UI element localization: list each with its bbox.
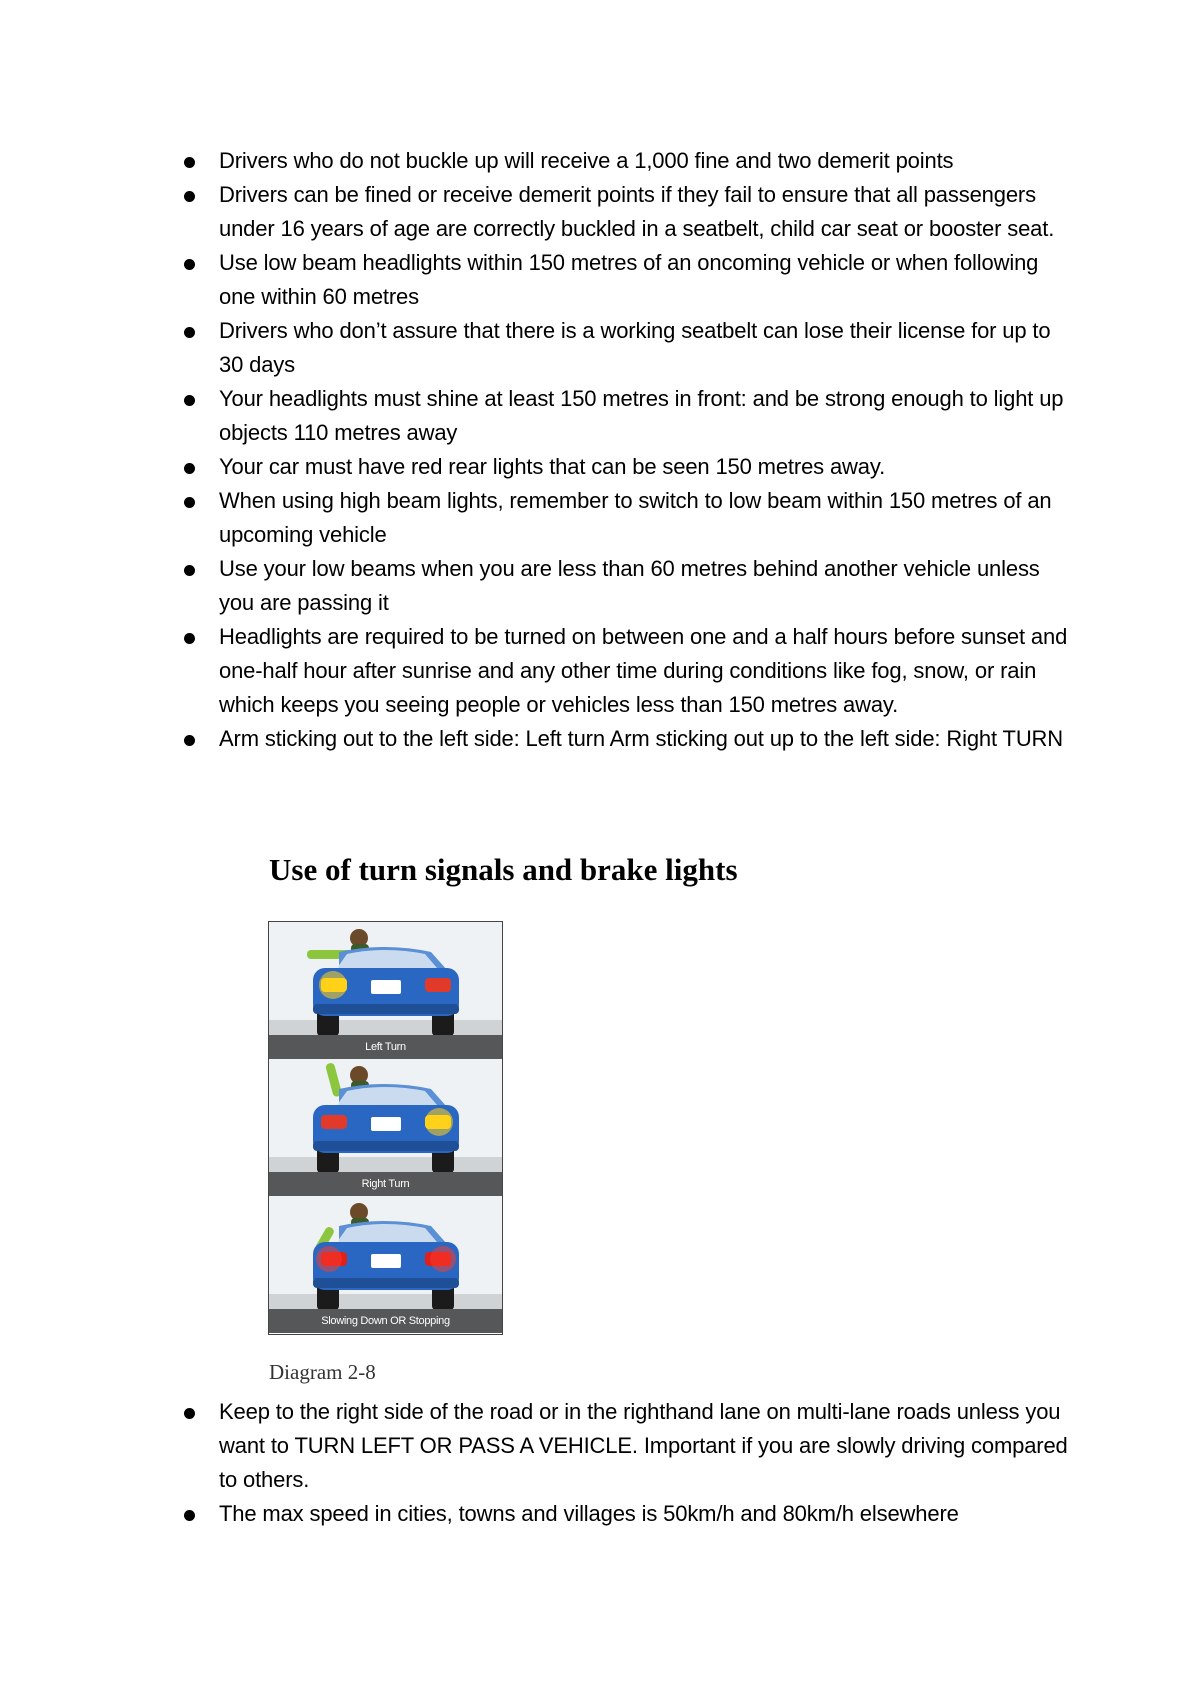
bullet-icon: [184, 327, 195, 338]
list-item: Drivers who don’t assure that there is a working seatbelt can lose their license for up to 30 days: [0, 314, 1200, 382]
list-item: Keep to the right side of the road or in the righthand lane on multi-lane roads unless you want to TURN LEFT OR PASS A VEHICLE. Important if you are slowly driving compared to others.: [0, 1395, 1200, 1497]
brake-glow: [316, 1246, 342, 1272]
rules-list-bottom: [0, 1395, 1200, 1531]
license-plate: [371, 980, 401, 994]
bumper: [313, 1278, 459, 1288]
bullet-icon: [184, 259, 195, 270]
bullet-icon: [184, 735, 195, 746]
stop-panel: [269, 1196, 502, 1333]
bullet-icon: [184, 191, 195, 202]
turn-signal-figure: [268, 921, 503, 1335]
brake-glow: [430, 1246, 456, 1272]
list-item: The max speed in cities, towns and villages is 50km/h and 80km/h elsewhere: [0, 1497, 1200, 1531]
signal-glow: [319, 971, 347, 999]
diagram-label: Diagram 2-8: [269, 1360, 376, 1384]
right-turn-panel: [269, 1059, 502, 1196]
list-item: Drivers who do not buckle up will receive a 1,000 fine and two demerit points: [0, 144, 1200, 178]
list-item: Headlights are required to be turned on between one and a half hours before sunset and one-half hour after sunrise and any other time during conditions like fog, snow, or rain which keeps you seeing people or vehicles less than 150 metres away.: [0, 620, 1200, 722]
list-item: Use your low beams when you are less than 60 metres behind another vehicle unless you are passing it: [0, 552, 1200, 620]
panel-caption: Left Turn: [269, 1035, 502, 1059]
panel-caption: Slowing Down OR Stopping: [269, 1309, 502, 1333]
bullet-icon: [184, 633, 195, 644]
bullet-icon: [184, 497, 195, 508]
bullet-icon: [184, 1408, 195, 1419]
bullet-icon: [184, 1510, 195, 1521]
signal-glow: [425, 1108, 453, 1136]
license-plate: [371, 1117, 401, 1131]
bullet-icon: [184, 463, 195, 474]
panel-caption: Right Turn: [269, 1172, 502, 1196]
list-item: Use low beam headlights within 150 metres of an oncoming vehicle or when following one within 60 metres: [0, 246, 1200, 314]
list-item: Drivers can be fined or receive demerit points if they fail to ensure that all passengers under 16 years of age are correctly buckled in a seatbelt, child car seat or booster seat.: [0, 178, 1200, 246]
right-tail-light: [425, 978, 451, 992]
bumper: [313, 1004, 459, 1014]
bullet-icon: [184, 565, 195, 576]
license-plate: [371, 1254, 401, 1268]
list-item: Your car must have red rear lights that can be seen 150 metres away.: [0, 450, 1200, 484]
bumper: [313, 1141, 459, 1151]
rules-list-top: [0, 144, 1200, 756]
left-tail-light: [321, 1115, 347, 1129]
bullet-icon: [184, 157, 195, 168]
list-item: When using high beam lights, remember to switch to low beam within 150 metres of an upcoming vehicle: [0, 484, 1200, 552]
figure-title: Use of turn signals and brake lights: [269, 852, 738, 887]
left-turn-panel: [269, 922, 502, 1059]
bullet-icon: [184, 395, 195, 406]
list-item: Arm sticking out to the left side: Left turn Arm sticking out up to the left side: Right TURN: [0, 722, 1200, 756]
list-item: Your headlights must shine at least 150 metres in front: and be strong enough to light up objects 110 metres away: [0, 382, 1200, 450]
